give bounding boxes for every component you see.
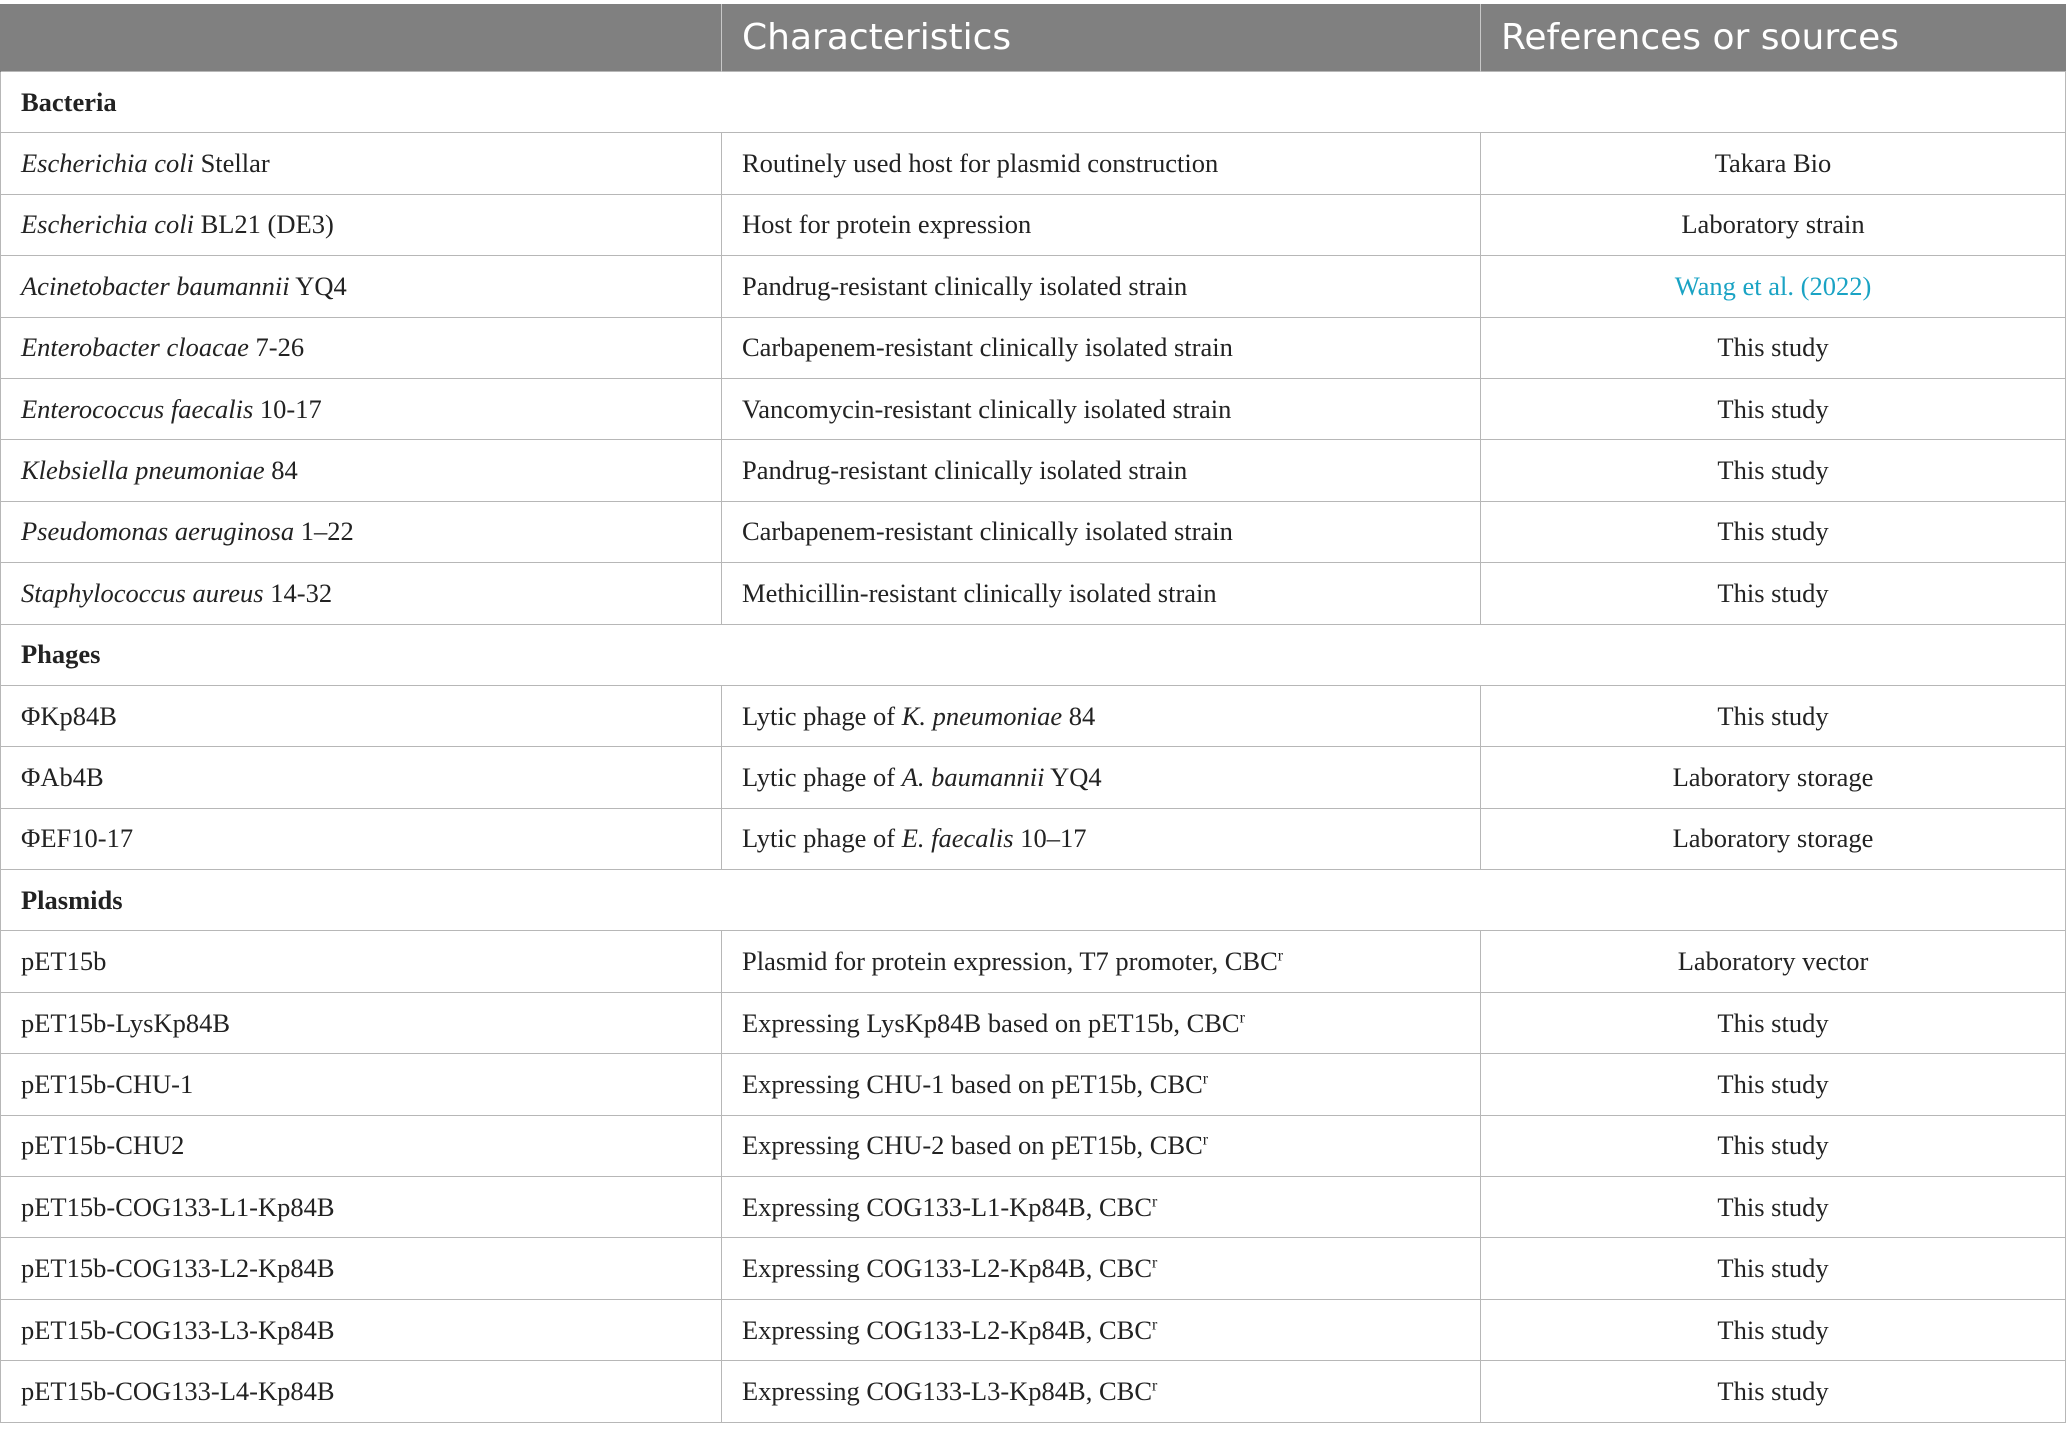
source-text: This study [1717,577,1829,608]
source-text: Laboratory storage [1672,761,1874,792]
name-cell [1,440,722,501]
table-row [1,747,2066,808]
name-cell [1,992,722,1053]
strain-name: pET15b-LysKp84B [21,1007,231,1038]
strain-name: pET15b-COG133-L1-Kp84B [21,1191,335,1222]
table-row [1,378,2066,439]
source-text: This study [1717,516,1829,547]
table-row [1,808,2066,869]
table-row [1,1054,2066,1115]
table-row [1,317,2066,378]
strain-name: pET15b [21,946,107,977]
name-cell [1,563,722,624]
source-cell [1481,440,2066,501]
characteristics-cell [722,685,1481,746]
source-cell [1481,1115,2066,1176]
characteristics-text: Expressing LysKp84B based on pET15b, CBC [742,1007,1240,1038]
characteristics-cell [722,1299,1481,1360]
species-name: Enterobacter cloacae [21,332,249,363]
source-text: Laboratory strain [1681,209,1865,240]
source-text: This study [1717,1191,1829,1222]
name-cell [1,317,722,378]
section-title: Plasmids [1,870,2066,931]
source-text: This study [1717,393,1829,424]
name-cell [1,256,722,317]
characteristics-text: Carbapenem-resistant clinically isolated strain [742,516,1233,547]
strain-name: pET15b-COG133-L4-Kp84B [21,1375,335,1406]
characteristics-text: Expressing CHU-1 based on pET15b, CBC [742,1068,1203,1099]
table-row [1,1238,2066,1299]
source-cell [1481,1361,2066,1422]
characteristics-text: Expressing COG133-L3-Kp84B, CBC [742,1375,1153,1406]
source-text: This study [1717,332,1829,363]
name-cell [1,1054,722,1115]
strain-name: 14-32 [263,577,333,608]
name-cell [1,1177,722,1238]
table-row [1,992,2066,1053]
table-row [1,1299,2066,1360]
strain-name: 84 [264,455,298,486]
characteristics-text: Expressing COG133-L1-Kp84B, CBC [742,1191,1153,1222]
source-text: This study [1717,1007,1829,1038]
strain-name: ΦAb4B [21,761,104,792]
host-strain: 84 [1062,700,1096,731]
name-cell [1,931,722,992]
strain-name: 10-17 [253,393,322,424]
resistance-superscript: r [1202,1070,1209,1088]
source-text: This study [1717,1130,1829,1161]
source-cell [1481,1177,2066,1238]
resistance-superscript: r [1239,1009,1245,1027]
source-text: This study [1717,700,1829,731]
host-strain: YQ4 [1044,761,1102,792]
source-cell [1481,992,2066,1053]
resistance-superscript: r [1152,1254,1158,1272]
strain-name: pET15b-CHU2 [21,1130,185,1161]
species-name: Acinetobacter baumannii [21,270,290,301]
source-cell [1481,133,2066,194]
characteristics-text: Expressing CHU-2 based on pET15b, CBC [742,1130,1203,1161]
source-text: Takara Bio [1714,148,1832,179]
name-cell [1,1361,722,1422]
source-cell [1481,1238,2066,1299]
strain-name: pET15b-CHU-1 [21,1068,194,1099]
characteristics-cell [722,501,1481,562]
resistance-superscript: r [1152,1377,1158,1395]
characteristics-cell [722,440,1481,501]
characteristics-text: Lytic phage of [742,823,902,854]
resistance-superscript: r [1277,947,1284,965]
header-characteristics: Characteristics [722,4,1481,72]
species-name: Staphylococcus aureus [21,577,264,608]
strain-name: pET15b-COG133-L3-Kp84B [21,1314,335,1345]
source-cell [1481,378,2066,439]
source-text: This study [1717,455,1829,486]
host-strain: 10–17 [1013,823,1087,854]
host-species: K. pneumoniae [901,700,1063,731]
name-cell [1,501,722,562]
name-cell [1,194,722,255]
source-cell [1481,808,2066,869]
characteristics-cell [722,808,1481,869]
header-references: References or sources [1481,4,2066,72]
characteristics-text: Plasmid for protein expression, T7 promoter, CBC [742,946,1278,977]
section-title: Phages [1,624,2066,685]
characteristics-cell [722,931,1481,992]
characteristics-cell [722,1115,1481,1176]
section-row [1,624,2066,685]
characteristics-text: Expressing COG133-L2-Kp84B, CBC [742,1314,1153,1345]
characteristics-text: Host for protein expression [742,209,1032,240]
table-body [1,72,2066,1423]
characteristics-cell [722,1177,1481,1238]
species-name: Klebsiella pneumoniae [21,455,265,486]
characteristics-text: Routinely used host for plasmid construction [742,148,1219,179]
source-cell [1481,1299,2066,1360]
section-title: Bacteria [1,72,2066,133]
header-name [1,4,722,72]
source-text: This study [1717,1253,1829,1284]
table-row [1,440,2066,501]
source-cell [1481,256,2066,317]
source-cell [1481,747,2066,808]
table-row [1,931,2066,992]
source-text: This study [1717,1068,1829,1099]
characteristics-cell [722,747,1481,808]
characteristics-text: Methicillin-resistant clinically isolated strain [742,577,1217,608]
characteristics-text: Carbapenem-resistant clinically isolated strain [742,332,1233,363]
characteristics-cell [722,194,1481,255]
table-row [1,194,2066,255]
strain-name: Stellar [193,148,270,179]
source-cell [1481,194,2066,255]
characteristics-cell [722,133,1481,194]
source-text: Laboratory vector [1677,946,1869,977]
table-row [1,256,2066,317]
resistance-superscript: r [1152,1315,1158,1333]
name-cell [1,808,722,869]
characteristics-cell [722,317,1481,378]
host-species: E. faecalis [901,823,1014,854]
characteristics-cell [722,563,1481,624]
name-cell [1,133,722,194]
name-cell [1,1238,722,1299]
source-text: Laboratory storage [1672,823,1874,854]
strains-table [0,4,2066,1423]
characteristics-text: Pandrug-resistant clinically isolated strain [742,455,1188,486]
name-cell [1,1115,722,1176]
strain-name: pET15b-COG133-L2-Kp84B [21,1253,335,1284]
table-row [1,563,2066,624]
source-cell [1481,1054,2066,1115]
strain-name: 1–22 [294,516,354,547]
table-row [1,501,2066,562]
section-row [1,72,2066,133]
species-name: Pseudomonas aeruginosa [21,516,295,547]
characteristics-text: Expressing COG133-L2-Kp84B, CBC [742,1253,1153,1284]
characteristics-cell [722,378,1481,439]
characteristics-text: Lytic phage of [742,700,902,731]
host-species: A. baumannii [901,761,1045,792]
table-row [1,1361,2066,1422]
characteristics-cell [722,1238,1481,1299]
characteristics-text: Lytic phage of [742,761,902,792]
strain-name: 7-26 [248,332,305,363]
source-cell [1481,931,2066,992]
characteristics-text: Pandrug-resistant clinically isolated strain [742,270,1188,301]
section-row [1,870,2066,931]
source-text: This study [1717,1314,1829,1345]
table-row [1,1177,2066,1238]
species-name: Escherichia coli [21,148,194,179]
strain-name: ΦKp84B [21,700,117,731]
characteristics-cell [722,256,1481,317]
source-cell [1481,685,2066,746]
strain-name: ΦEF10-17 [21,823,134,854]
table-row [1,685,2066,746]
table-row [1,133,2066,194]
characteristics-text: Vancomycin-resistant clinically isolated strain [742,393,1232,424]
source-cell [1481,501,2066,562]
resistance-superscript: r [1152,1193,1158,1211]
characteristics-cell [722,992,1481,1053]
name-cell [1,378,722,439]
characteristics-cell [722,1054,1481,1115]
reference-link[interactable]: Wang et al. (2022) [1674,270,1872,301]
strain-name: YQ4 [289,270,347,301]
table-header [1,4,2066,72]
resistance-superscript: r [1202,1131,1209,1149]
name-cell [1,1299,722,1360]
species-name: Escherichia coli [21,209,194,240]
species-name: Enterococcus faecalis [21,393,254,424]
strain-name: BL21 (DE3) [193,209,334,240]
source-cell [1481,563,2066,624]
header-row [1,4,2066,72]
name-cell [1,747,722,808]
source-cell [1481,317,2066,378]
characteristics-cell [722,1361,1481,1422]
source-text: This study [1717,1375,1829,1406]
name-cell [1,685,722,746]
table-row [1,1115,2066,1176]
